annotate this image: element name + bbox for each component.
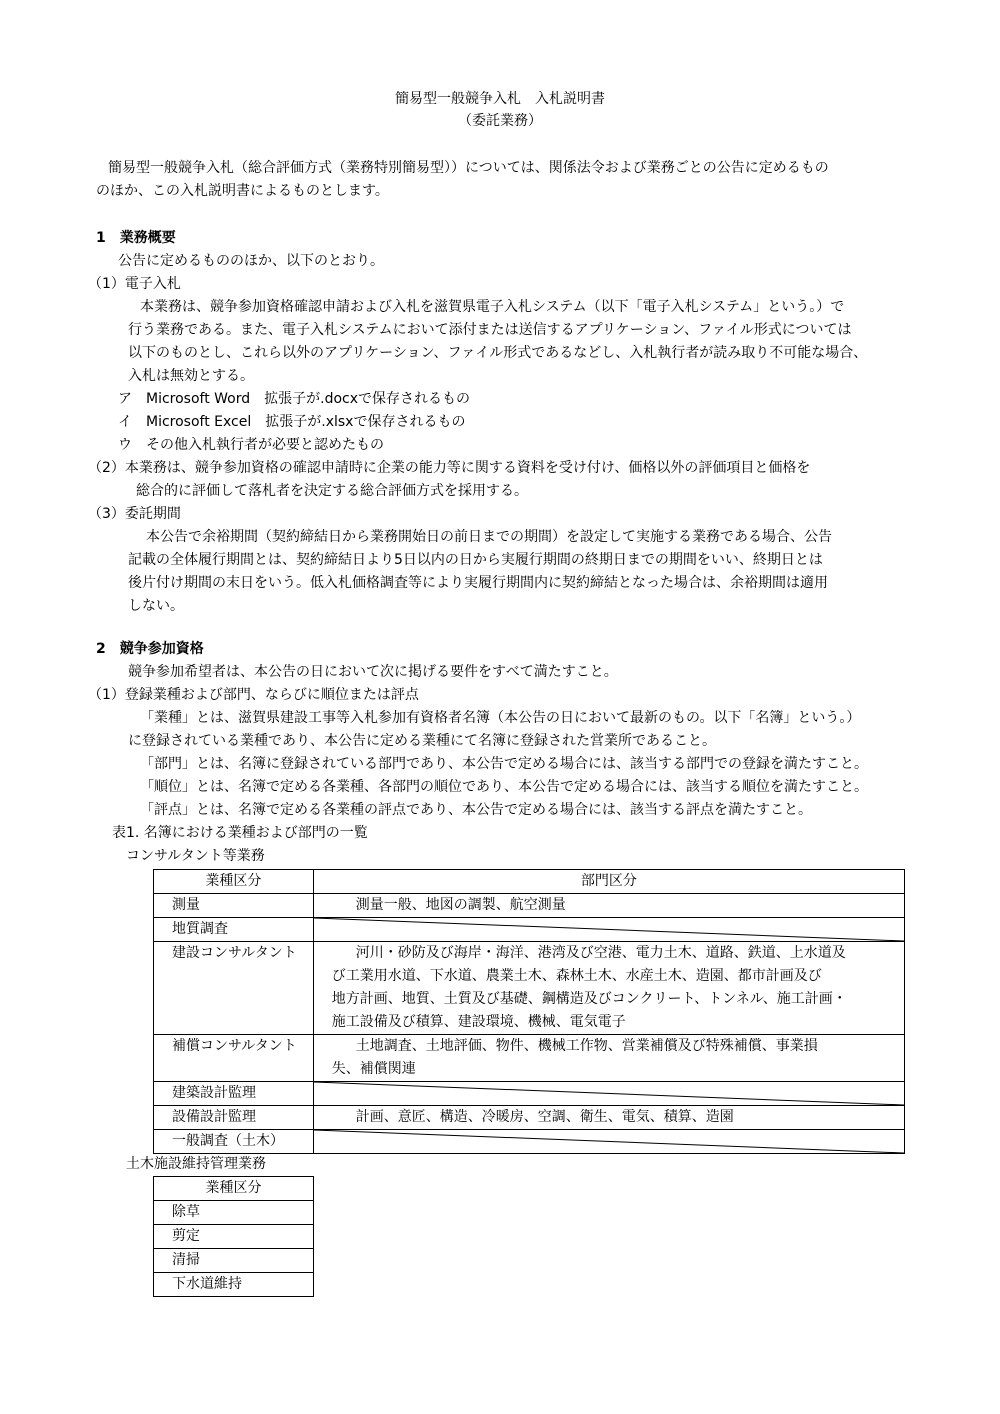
item-body-line: 以下のものとし、これら以外のアプリケーション、ファイル形式であるなどし、入札執行者が読み取り不可能な場合、 [128,345,868,361]
table-row [154,942,905,1035]
section-heading: 2 競争参加資格 [96,641,204,657]
item-heading: （3）委託期間 [88,506,181,522]
item-body-line: 「部門」とは、名簿に登録されている部門であり、本公告で定める場合には、該当する部門での登録を満たすこと。 [140,756,868,772]
table-label-consultant: コンサルタント等業務 [126,848,265,864]
dept-line: 土地調査、土地評価、物件、機械工作物、営業補償及び特殊補償、事業損 [355,1038,818,1054]
section-lead: 公告に定めるもののほか、以下のとおり。 [118,253,384,269]
table-row [154,1106,905,1130]
category-cell: 建築設計監理 [154,1082,314,1106]
consultant-table [153,869,905,1154]
section-1 [88,227,868,618]
category-cell: 設備設計監理 [154,1106,314,1130]
section-lead: 競争参加希望者は、本公告の日において次に掲げる要件をすべて満たすこと。 [128,664,618,680]
dept-line: 測量一般、地図の調製、航空測量 [355,897,566,913]
diagonal-slash [314,1130,904,1153]
intro-paragraph [96,157,829,203]
item-body-line: 行う業務である。また、電子入札システムにおいて添付または送信するアプリケーション、ファイル形式については [128,322,852,338]
table-header-row [154,1177,314,1201]
table-header-row [154,870,905,894]
item-body-line: 総合的に評価して落札者を決定する総合評価方式を採用する。 [136,483,528,499]
category-cell: 測量 [154,894,314,918]
item-body-line: 「業種」とは、滋賀県建設工事等入札参加有資格者名簿（本公告の日において最新のもの。以下「名簿」という。） [140,710,861,726]
diagonal-slash [314,918,904,941]
item-body-line: 本公告で余裕期間（契約締結日から業務開始日の前日までの期間）を設定して実施する業務である場合、公告 [146,529,832,545]
item-body-line: 記載の全体履行期間とは、契約締結日より5日以内の日から実履行期間の終期日までの期間をいい、終期日とは [128,552,823,568]
table-row [154,1225,314,1249]
intro-line: 簡易型一般競争入札（総合評価方式（業務特別簡易型））については、関係法令および業務ごとの公告に定めるもの [108,160,829,176]
document-title: 簡易型一般競争入札 入札説明書 [395,91,605,107]
category-cell: 一般調査（土木） [154,1130,314,1154]
table-row [154,918,905,942]
table-row [154,1249,314,1273]
dept-line: 河川・砂防及び海岸・海洋、港湾及び空港、電力土木、道路、鉄道、上水道及 [355,945,846,961]
dept-cell-empty [313,918,904,942]
table-label-civil: 土木施設維持管理業務 [126,1156,266,1172]
dept-cell [313,942,904,1035]
table-row [154,1201,314,1225]
category-cell: 地質調査 [154,918,314,942]
section-heading: 1 業務概要 [96,230,176,246]
table-row [154,894,905,918]
item-body-line: 「順位」とは、名簿で定める各業種、各部門の順位であり、本公告で定める場合には、該当する順位を満たすこと。 [140,779,868,795]
document-subtitle: （委託業務） [458,113,542,129]
diagonal-slash [314,1082,904,1105]
list-item: ウ その他入札執行者が必要と認めたもの [118,437,384,453]
item-body-line: しない。 [128,598,184,614]
header-dept: 部門区分 [313,870,904,894]
dept-cell-empty [313,1082,904,1106]
intro-line: のほか、この入札説明書によるものとします。 [96,183,389,199]
item-body-line: に登録されている業種であり、本公告に定める業種にて名簿に登録された営業所であること。 [128,733,716,749]
list-item: イ Microsoft Excel 拡張子が.xlsxで保存されるもの [118,414,466,430]
item-body-line: 入札は無効とする。 [128,368,254,384]
list-item: ア Microsoft Word 拡張子が.docxで保存されるもの [118,391,471,407]
dept-line: 地方計画、地質、土質及び基礎、鋼構造及びコンクリート、トンネル、施工計画・ [331,991,847,1007]
header-category: 業種区分 [154,870,314,894]
category-cell: 補償コンサルタント [154,1035,314,1082]
item-body-line: 本業務は、競争参加資格確認申請および入札を滋賀県電子入札システム（以下「電子入札システム」という。）で [140,299,845,315]
item-heading: （1）登録業種および部門、ならびに順位または評点 [88,687,419,703]
civil-table [153,1176,314,1297]
section-2 [88,638,868,868]
item-heading: （1）電子入札 [88,276,181,292]
dept-line: 施工設備及び積算、建設環境、機械、電気電子 [331,1014,626,1030]
category-cell: 剪定 [154,1225,314,1249]
table-row [154,1035,905,1082]
dept-cell [313,894,904,918]
dept-line: 計画、意匠、構造、冷暖房、空調、衛生、電気、積算、造園 [355,1109,734,1125]
dept-line: び工業用水道、下水道、農業土木、森林土木、水産土木、造園、都市計画及び [331,968,822,984]
table-row [154,1082,905,1106]
header-category: 業種区分 [154,1177,314,1201]
dept-line: 失、補償関連 [331,1061,416,1077]
item-body-line: 後片付け期間の末日をいう。低入札価格調査等により実履行期間内に契約締結となった場合は、余裕期間は適用 [128,575,828,591]
category-cell: 清掃 [154,1249,314,1273]
dept-cell [313,1035,904,1082]
category-cell: 除草 [154,1201,314,1225]
item-body-line: 「評点」とは、名簿で定める各業種の評点であり、本公告で定める場合には、該当する評点を満たすこと。 [140,802,812,818]
category-cell: 下水道維持 [154,1273,314,1297]
table-row [154,1130,905,1154]
civil-label-wrap [126,1153,266,1176]
table-row [154,1273,314,1297]
category-cell: 建設コンサルタント [154,942,314,1035]
dept-cell [313,1106,904,1130]
dept-cell-empty [313,1130,904,1154]
item-body-line: （2）本業務は、競争参加資格の確認申請時に企業の能力等に関する資料を受け付け、価格以外の評価項目と価格を [88,460,811,476]
table-caption: 表1. 名簿における業種および部門の一覧 [112,825,368,841]
